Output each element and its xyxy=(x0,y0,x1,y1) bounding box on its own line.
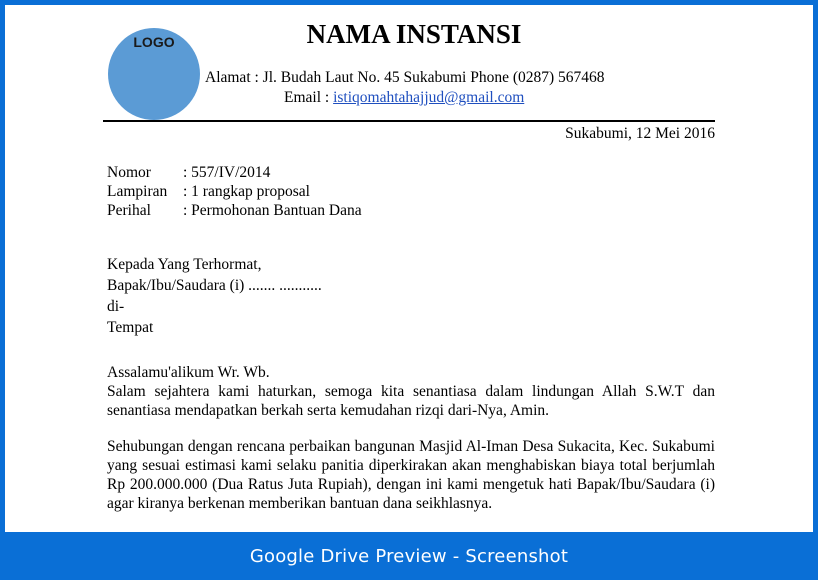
paragraph-2: Sehubungan dengan rencana perbaikan bangunan Masjid Al-Iman Desa Sukacita, Kec. Sukabumi yang sesuai estimasi kami selaku panitia diperkirakan akan menghabiskan biaya total berjumlah Rp 200.000.000 (Dua Ratus Juta Rupiah), dengan ini kami mengetuk hati Bapak/Ibu/Saudara (i) agar kiranya berkenan memberikan bantuan dana seikhlasnya. xyxy=(107,438,715,512)
document-page xyxy=(5,5,813,532)
letter-meta xyxy=(107,163,362,220)
letter-date: Sukabumi, 12 Mei 2016 xyxy=(565,125,715,142)
email-line xyxy=(284,89,524,107)
recipient-line: Tempat xyxy=(107,319,154,336)
email-link[interactable]: istiqomahtahajjud@gmail.com xyxy=(333,89,525,106)
meta-row-nomor xyxy=(107,163,362,182)
meta-row-lampiran xyxy=(107,182,362,201)
recipient-line: Bapak/Ibu/Saudara (i) ....... ........... xyxy=(107,277,322,294)
header-divider xyxy=(103,120,715,122)
footer-bar xyxy=(0,532,818,580)
logo-text: LOGO xyxy=(133,34,175,50)
meta-row-perihal xyxy=(107,201,362,220)
footer-caption: Google Drive Preview - Screenshot xyxy=(249,545,569,567)
meta-key: Perihal xyxy=(107,202,151,219)
recipient-line: di- xyxy=(107,298,125,315)
meta-value: : Permohonan Bantuan Dana xyxy=(183,202,362,219)
letter-body xyxy=(107,363,715,513)
meta-value: : 557/IV/2014 xyxy=(183,164,271,181)
greeting: Assalamu'alikum Wr. Wb. xyxy=(107,364,270,381)
address-line: Alamat : Jl. Budah Laut No. 45 Sukabumi Phone (0287) 567468 xyxy=(205,69,605,86)
recipient-line: Kepada Yang Terhormat, xyxy=(107,256,262,273)
institution-name: NAMA INSTANSI xyxy=(306,19,522,49)
recipient-block xyxy=(107,254,322,338)
email-label: Email : xyxy=(284,89,334,106)
meta-value: : 1 rangkap proposal xyxy=(183,183,310,200)
meta-key: Lampiran xyxy=(107,183,168,200)
paragraph-1: Salam sejahtera kami haturkan, semoga kita senantiasa dalam lindungan Allah S.W.T dan senantiasa mendapatkan berkah serta kemudahan rizqi dari-Nya, Amin. xyxy=(107,383,715,419)
meta-key: Nomor xyxy=(107,164,151,181)
